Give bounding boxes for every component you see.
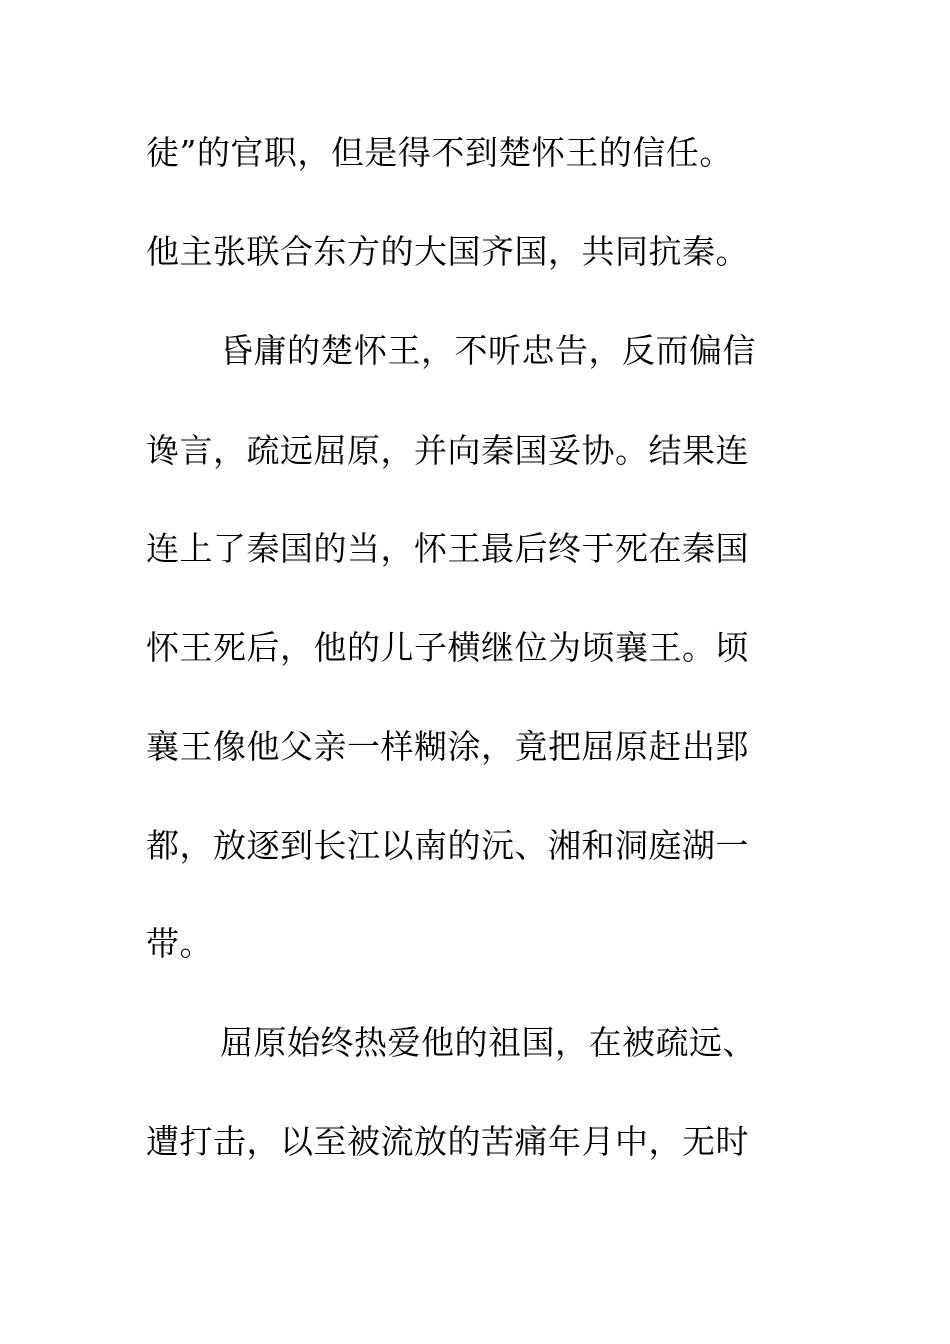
paragraph-start-line: 昏庸的楚怀王，不听忠告，反而偏信 xyxy=(220,331,756,370)
text-line: 连上了秦国的当，怀王最后终于死在秦国 xyxy=(146,529,749,568)
text-line: 徒”的官职，但是得不到楚怀王的信任。 xyxy=(146,133,733,172)
text-line: 襄王像他父亲一样糊涂，竟把屈原赶出郢 xyxy=(146,727,749,766)
text-line: 他主张联合东方的大国齐国，共同抗秦。 xyxy=(146,232,749,271)
text-line: 谗言，疏远屈原，并向秦国妥协。结果连 xyxy=(146,431,749,470)
text-line: 带。 xyxy=(146,924,213,963)
text-line: 都，放逐到长江以南的沅、湘和洞庭湖一 xyxy=(146,826,749,865)
paragraph-start-line: 屈原始终热爱他的祖国，在被疏远、 xyxy=(220,1023,756,1062)
text-line: 遭打击，以至被流放的苦痛年月中，无时 xyxy=(146,1122,749,1161)
text-line: 怀王死后，他的儿子横继位为顷襄王。顷 xyxy=(146,628,749,667)
